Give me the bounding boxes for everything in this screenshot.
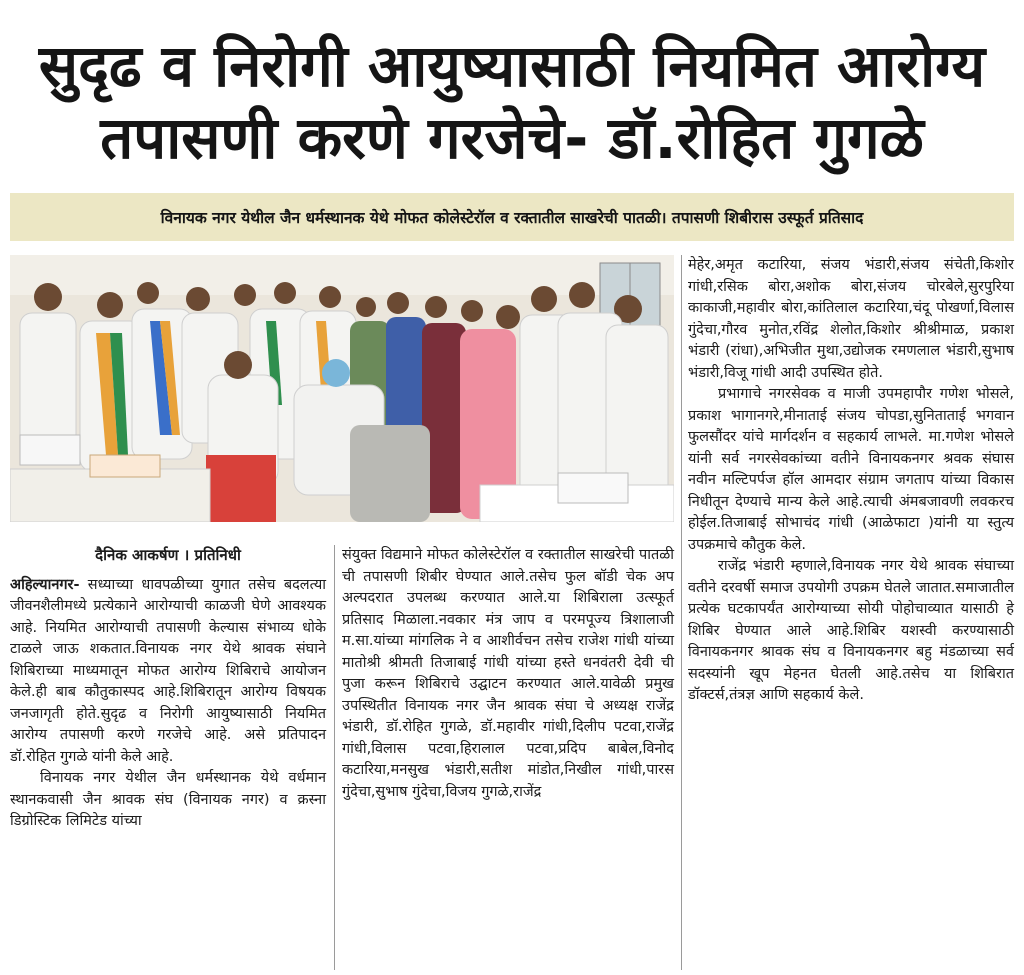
- article-column-2: [342, 545, 674, 803]
- article-paragraph: विनायक नगर येथील जैन धर्मस्थानक येथे वर्धमान स्थानकवासी जैन श्रावक संघ (विनायक नगर) व क्रस्ना डिग्रोस्टिक लिमिटेड यांच्या: [10, 770, 326, 829]
- article-paragraph: मेहेर,अमृत कटारिया, संजय भंडारी,संजय संचेती,किशोर गांधी,रसिक बोरा,अशोक बोरा,संजय चोरबेले,सुरपुरिया काकाजी,महावीर बोरा,कांतिलाल कटारिया,चंदू पोखर्णा,विलास गुंदेचा,गौरव मुनोत,रविंद्र शेलोत,किशोर श्रीश्रीमाळ, प्रकाश भंडारी (रांधा),अभिजीत मुथा,उद्योजक रमणलाल भंडारी,सुभाष भंडारी,विजू गांधी आदी उपस्थित होते.: [688, 257, 1014, 381]
- subheadline-banner: विनायक नगर येथील जैन धर्मस्थानक येथे मोफत कोलेस्टेरॉल व रक्तातील साखरेची पातळी। तपासणी शिबीरास उस्फूर्त प्रतिसाद: [10, 193, 1014, 241]
- article-paragraph: संयुक्त विद्यमाने मोफत कोलेस्टेरॉल व रक्तातील साखरेची पातळी ची तपासणी शिबीर घेण्यात आले.तसेच फुल बॉडी चेक अप अल्पदरात उपलब्ध करण्यात आले.या शिबिराला उत्स्फूर्त प्रतिसाद मिळाला.नवकार मंत्र जाप व परमपूज्य त्रिशालाजी म.सा.यांच्या मांगलिक ने व आशीर्वचन तसेच राजेश गांधी यांच्या मातोश्री श्रीमती तिजाबाई गांधी यांच्या हस्ते धनवंतरी देवी ची पुजा करून शिबिराचे उद्घाटन करण्यात आले.यावेळी प्रमुख उपस्थितीत विनायक नगर जैन श्रावक संघा चे अध्यक्ष राजेंद्र भंडारी, डॉ.रोहित गुगळे, डॉ.महावीर गांधी,दिलीप पटवा,राजेंद्र गांधी,विलास पटवा,हिरालाल पटवा,प्रदिप बाबेल,विनोद कटारिया,मनसुख भंडारी,सतीश मांडोत,निखील गांधी,पारस गुंदेचा,सुभाष गुंदेचा,विजय गुगळे,राजेंद्र: [342, 547, 674, 800]
- dateline: अहिल्यानगर-: [10, 576, 80, 593]
- headline-line-1: सुदृढ व निरोगी आयुष्यासाठी नियमित आरोग्य: [38, 32, 986, 100]
- article-paragraph: प्रभागाचे नगरसेवक व माजी उपमहापौर गणेश भोसले, प्रकाश भागानगरे,मीनाताई संजय चोपडा,सुनिताताई भगवान फुलसौंदर यांचे मार्गदर्शन व सहकार्य लाभले. मा.गणेश भोसले यांनी सर्व नगरसेवकांच्या वतीने विनायकनगर श्रवक संघास नवीन मल्टिपर्पज हॉल आमदार संग्राम जगताप यांच्या विकास निधीतून देण्याचे मान्य केले आहे.त्याची अंमबजावणी लवकरच होईल.तिजाबाई सोभाचंद गांधी (आळेफाटा )यांनी या स्तुत्य उपक्रमाचे कौतुक केले.: [688, 386, 1014, 553]
- headline-line-2: तपासणी करणे गरजेचे- डॉ.रोहित गुगळे: [100, 104, 924, 172]
- article-column-1: [10, 545, 326, 833]
- article-paragraph: [10, 575, 326, 769]
- column-divider: [681, 255, 682, 970]
- headline: [0, 30, 1024, 174]
- article-paragraph: राजेंद्र भंडारी म्हणाले,विनायक नगर येथे श्रावक संघाच्या वतीने दरवर्षी समाज उपयोगी उपक्रम घेतले जातात.समाजातील प्रत्येक घटकापर्यंत आरोग्याच्या सोयी पोहोचाव्यात यासाठी हे शिबिर घेण्यात आले आहे.शिबिर यशस्वी करण्यासाठी विनायकनगर श्रावक संघ व विनायकनगर बहु मंडळाच्या सर्व सदस्यांनी खूप मेहनत घेतली आहे.तसेच या शिबिरात डॉक्टर्स,तंत्रज्ञ आणि सहकार्य केले.: [688, 558, 1014, 703]
- paragraph-text: सध्याच्या धावपळीच्या युगात तसेच बदलत्या जीवनशैलीमध्ये प्रत्येकाने आरोग्याची काळजी घेणे आवश्यक आहे. नियमित आरोग्याची तपासणी केल्यास संभाव्य धोके टाळले जाऊ शकतात.विनायक नगर येथे श्रावक संघाने शिबिराच्या माध्यमातून मोफत आरोग्य शिबिराचे आयोजन केले.ही बाब कौतुकास्पद आहे.शिबिरातून आरोग्य विषयक जनजागृती होते.सुदृढ व निरोगी आयुष्यासाठी नियमित आरोग्य तपासणी करणे गरजेचे आहे. असे प्रतिपादन डॉ.रोहित गुगळे यांनी केले आहे.: [10, 576, 326, 765]
- health-camp-photo: [10, 255, 674, 522]
- column-divider: [334, 545, 335, 970]
- byline: दैनिक आकर्षण । प्रतिनिधी: [95, 546, 241, 564]
- news-photo: [10, 255, 674, 522]
- article-column-3: [688, 255, 1014, 707]
